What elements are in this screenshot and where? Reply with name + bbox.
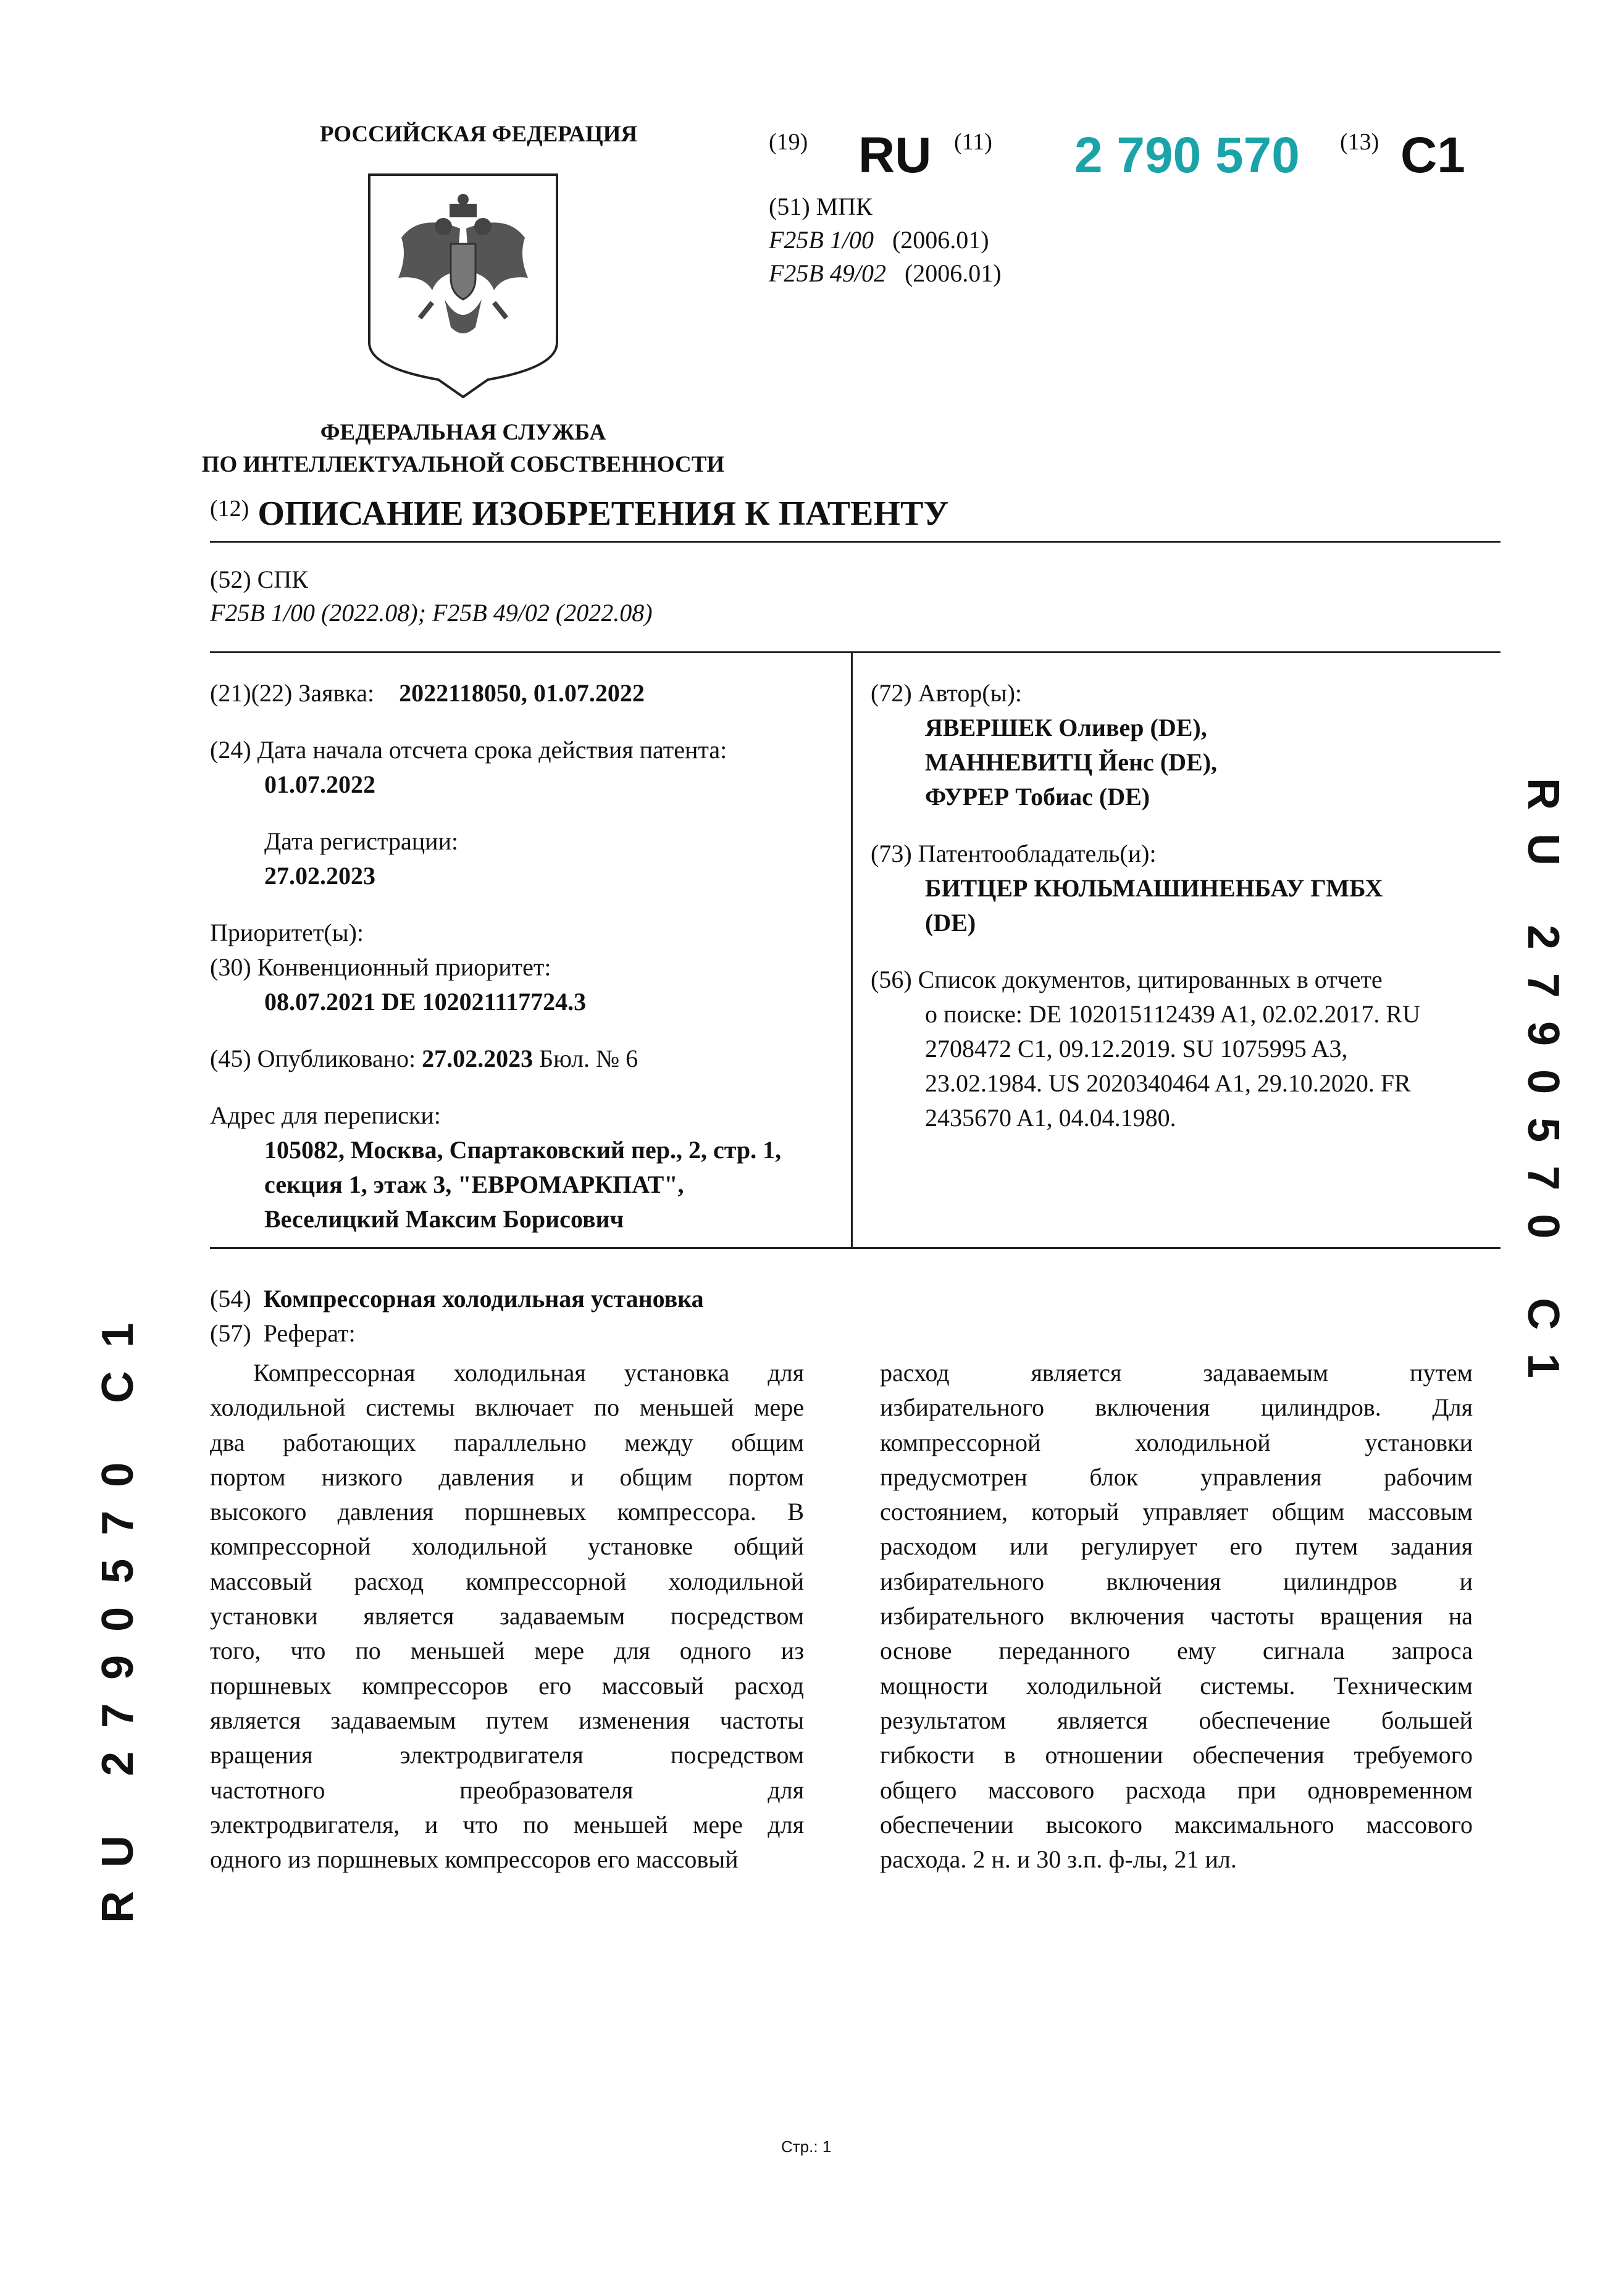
bibliographic-left (210, 676, 840, 1237)
abstract-line: общего массового расхода при одновременном (880, 1776, 1473, 1804)
author-item: ЯВЕРШЕК Оливер (DE), (925, 714, 1207, 741)
application-row: (21)(22) Заявка: 2022118050, 01.07.2022 (210, 679, 645, 707)
holder-line: (DE) (925, 909, 976, 937)
term-value: 01.07.2022 (264, 770, 375, 798)
abstract-line: расход является задаваемым путем (880, 1359, 1473, 1387)
abstract-line: установки является задаваемым посредством (210, 1602, 804, 1630)
abstract-line: поршневых компрессоров его массовый расход (210, 1671, 804, 1700)
cited-label: (56) Список документов, цитированных в отчете (871, 966, 1383, 993)
cited-line: 23.02.1984. US 2020340464 A1, 29.10.2020. FR (925, 1069, 1411, 1097)
registration-value: 27.02.2023 (264, 862, 375, 890)
abstract-line: расходом или регулирует его путем задания (880, 1532, 1473, 1561)
abstract-line: Компрессорная холодильная установка для (253, 1359, 804, 1387)
agency-name: ФЕДЕРАЛЬНАЯ СЛУЖБА ПО ИНТЕЛЛЕКТУАЛЬНОЙ СОБСТВЕННОСТИ (201, 420, 725, 477)
address-line: 105082, Москва, Спартаковский пер., 2, стр. 1, (264, 1136, 782, 1164)
abstract-line: избирательного включения частоты вращения на (880, 1602, 1473, 1630)
abstract-line: холодильной системы включает по меньшей мере (210, 1393, 804, 1422)
address-line: секция 1, этаж 3, "ЕВРОМАРКПАТ", (264, 1171, 684, 1198)
author-item: ФУРЕР Тобиас (DE) (925, 783, 1150, 811)
ipc-row: F25B 1/00 (2006.01) (769, 226, 989, 254)
abstract-line: состоянием, который управляет общим массовым (880, 1498, 1473, 1526)
column-divider (851, 651, 853, 1247)
publication-row: (45) Опубликовано: 27.02.2023 Бюл. № 6 (210, 1045, 638, 1072)
ipc-label: (51) МПК (769, 193, 873, 220)
cpc-block (210, 563, 653, 630)
abstract-line: того, что по меньшей мере для одного из (210, 1637, 804, 1665)
divider (210, 651, 1501, 653)
abstract-right-column (880, 1356, 1473, 1877)
patent-number: 2 790 570 (1074, 127, 1300, 183)
abstract-label: (57) Реферат: (210, 1319, 356, 1347)
registration-label: Дата регистрации: (264, 827, 459, 855)
document-title: $^{(12)}$ ОПИСАНИЕ ИЗОБРЕТЕНИЯ К ПАТЕНТУ (210, 495, 949, 533)
abstract-line: обеспечении высокого максимального массового (880, 1810, 1473, 1839)
inid-code-12: (12) (210, 496, 249, 522)
country-name: РОССИЙСКАЯ ФЕДЕРАЦИЯ (319, 122, 638, 147)
divider (210, 541, 1501, 543)
country-code: RU (858, 127, 932, 183)
holder-label: (73) Патентообладатель(и): (871, 840, 1157, 867)
abstract-line: предусмотрен блок управления рабочим (880, 1463, 1473, 1491)
ipc-row: F25B 49/02 (2006.01) (769, 259, 1002, 287)
convention-label: (30) Конвенционный приоритет: (210, 953, 551, 981)
inid-code-19: (19) (769, 129, 808, 155)
holder-line: БИТЦЕР КЮЛЬМАШИНЕНБАУ ГМБХ (925, 874, 1383, 902)
cited-line: 2435670 A1, 04.04.1980. (925, 1104, 1176, 1132)
abstract-line: два работающих параллельно между общим (210, 1428, 804, 1456)
inid-code-11: (11) (954, 129, 992, 155)
abstract-line: расхода. 2 н. и 30 з.п. ф-лы, 21 ил. (880, 1845, 1237, 1874)
cited-line: о поиске: DE 102015112439 A1, 02.02.2017. RU (925, 1000, 1420, 1028)
ipc-block (769, 190, 1002, 290)
cpc-label: (52) СПК (210, 566, 308, 593)
cpc-value: F25B 1/00 (2022.08); F25B 49/02 (2022.08) (210, 599, 653, 627)
coat-of-arms-emblem-icon (364, 170, 562, 398)
priority-label: Приоритет(ы): (210, 919, 364, 946)
kind-code: C1 (1400, 127, 1465, 183)
abstract-line: высокого давления поршневых компрессора. В (210, 1498, 804, 1526)
bibliographic-right (871, 676, 1504, 1135)
abstract-left-column (210, 1356, 804, 1877)
authors-label: (72) Автор(ы): (871, 679, 1022, 707)
side-label-right: RU 2790570 C1 (1518, 778, 1568, 1402)
cited-line: 2708472 C1, 09.12.2019. SU 1075995 A3, (925, 1035, 1348, 1062)
author-item: МАННЕВИТЦ Йенс (DE), (925, 748, 1218, 776)
inid-code-13: (13) (1340, 129, 1379, 155)
abstract-line: вращения электродвигателя посредством (210, 1741, 804, 1769)
page-number: Стр.: 1 (781, 2137, 832, 2156)
abstract-line: одного из поршневых компрессоров его массовый (210, 1845, 739, 1874)
side-label-left: RU 2790570 C1 (93, 1299, 143, 1923)
abstract-line: частотного преобразователя для (210, 1776, 804, 1804)
abstract-line: мощности холодильной системы. Техническим (880, 1671, 1473, 1700)
abstract-line: избирательного включения цилиндров и (880, 1567, 1473, 1595)
abstract-line: портом низкого давления и общим портом (210, 1463, 804, 1491)
abstract-line: гибкости в отношении обеспечения требуемого (880, 1741, 1473, 1769)
abstract-line: основе переданного ему сигнала запроса (880, 1637, 1473, 1665)
abstract-line: компрессорной холодильной установки (880, 1428, 1473, 1456)
convention-value: 08.07.2021 DE 102021117724.3 (264, 988, 587, 1016)
address-line: Веселицкий Максим Борисович (264, 1205, 624, 1233)
abstract-line: результатом является обеспечение большей (880, 1706, 1473, 1734)
divider (210, 1247, 1501, 1249)
abstract-line: электродвигателя, и что по меньшей мере для (210, 1810, 804, 1839)
abstract-line: массовый расход компрессорной холодильной (210, 1567, 804, 1595)
abstract-line: избирательного включения цилиндров. Для (880, 1393, 1473, 1422)
abstract-line: компрессорной холодильной установке общий (210, 1532, 804, 1561)
abstract-line: является задаваемым путем изменения частоты (210, 1706, 804, 1734)
address-label: Адрес для переписки: (210, 1101, 441, 1129)
invention-title: (54) Компрессорная холодильная установка (210, 1285, 704, 1313)
term-label: (24) Дата начала отсчета срока действия патента: (210, 736, 727, 764)
